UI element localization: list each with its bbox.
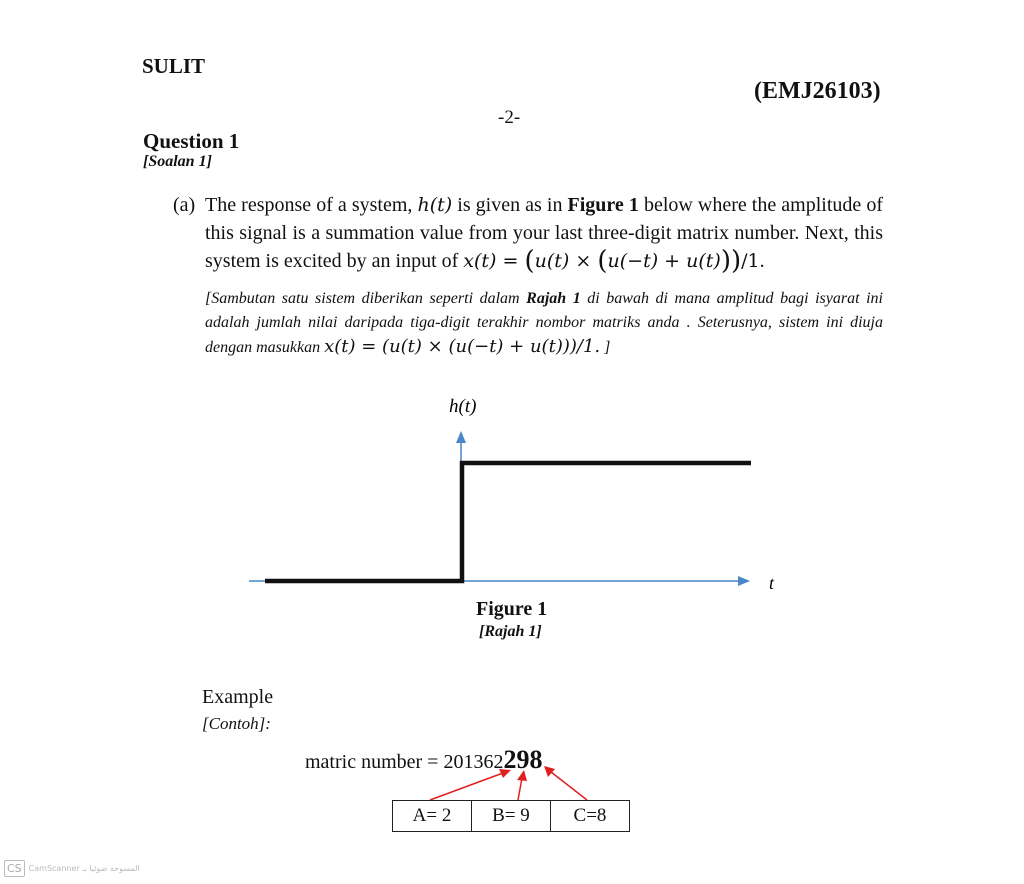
step-signal <box>265 463 751 581</box>
watermark-text: CamScanner المسوحة ضوئيا بـ <box>28 864 140 873</box>
eq-lhs: x(t) = <box>463 250 525 272</box>
camscanner-logo-icon: CS <box>4 860 25 877</box>
part-a-end: . <box>759 250 765 272</box>
camscanner-watermark <box>4 860 140 877</box>
x-axis-arrow <box>738 576 750 586</box>
part-a-text: is given as in <box>452 194 568 216</box>
matric-prefix: matric number = 201362 <box>305 751 504 773</box>
h-of-t: h(t) <box>417 194 453 216</box>
eq-div: /1 <box>741 250 760 272</box>
y-axis-arrow <box>456 431 466 443</box>
part-a-text: below where the amplitude of this signal is a summation value from your last three-digit matrix number. Next, this system is excited by an input of <box>205 194 884 272</box>
course-code: (EMJ26103) <box>754 78 881 104</box>
arrow-c-head <box>544 766 555 777</box>
eq-paren: ) <box>720 246 731 276</box>
cell-c: C=8 <box>551 801 630 832</box>
part-a-text: The response of a system, <box>205 194 418 216</box>
table-row <box>393 801 630 832</box>
eq-paren: ) <box>730 246 742 276</box>
cell-a: A= 2 <box>393 801 472 832</box>
arrow-c <box>551 772 587 800</box>
translation-text: di bawah di mana amplitud bagi isyarat ini adalah jumlah nilai daripada tiga-digit terakhir nombor matriks anda . Seterusnya, sistem ini diuja dengan masukkan <box>205 290 883 356</box>
question-translation: [Soalan 1] <box>143 153 212 170</box>
eq-mid: u(t) × <box>534 250 598 272</box>
arrow-a <box>430 773 503 800</box>
figure-caption: Figure 1 <box>476 598 548 620</box>
header-sulit: SULIT <box>142 54 206 78</box>
figure-reference: Figure 1 <box>567 194 639 216</box>
translation-text: [Sambutan satu sistem diberikan seperti dalam <box>205 290 527 307</box>
cell-b: B= 9 <box>472 801 551 832</box>
y-axis-label: h(t) <box>449 396 477 417</box>
figure-caption-translation: [Rajah 1] <box>479 623 542 640</box>
eq-paren: ( <box>524 246 535 276</box>
matric-number <box>305 745 542 775</box>
part-a-label: (a) <box>173 194 196 216</box>
eq-paren: ( <box>597 246 608 276</box>
example-translation: [Contoh]: <box>202 714 271 733</box>
x-axis-label: t <box>769 573 775 593</box>
example-title: Example <box>202 686 274 708</box>
translation-equation: x(t) = (u(t) × (u(−t) + u(t)))/1. <box>324 336 601 357</box>
eq-inner: u(−t) + u(t) <box>607 250 721 272</box>
question-title: Question 1 <box>143 129 240 153</box>
arrow-b <box>518 778 522 800</box>
digit-table <box>392 800 630 832</box>
page-number: -2- <box>498 107 521 128</box>
matric-last-digits: 298 <box>503 745 543 774</box>
translation-text: ] <box>600 339 611 356</box>
translation-figure-reference: Rajah 1 <box>526 290 581 307</box>
